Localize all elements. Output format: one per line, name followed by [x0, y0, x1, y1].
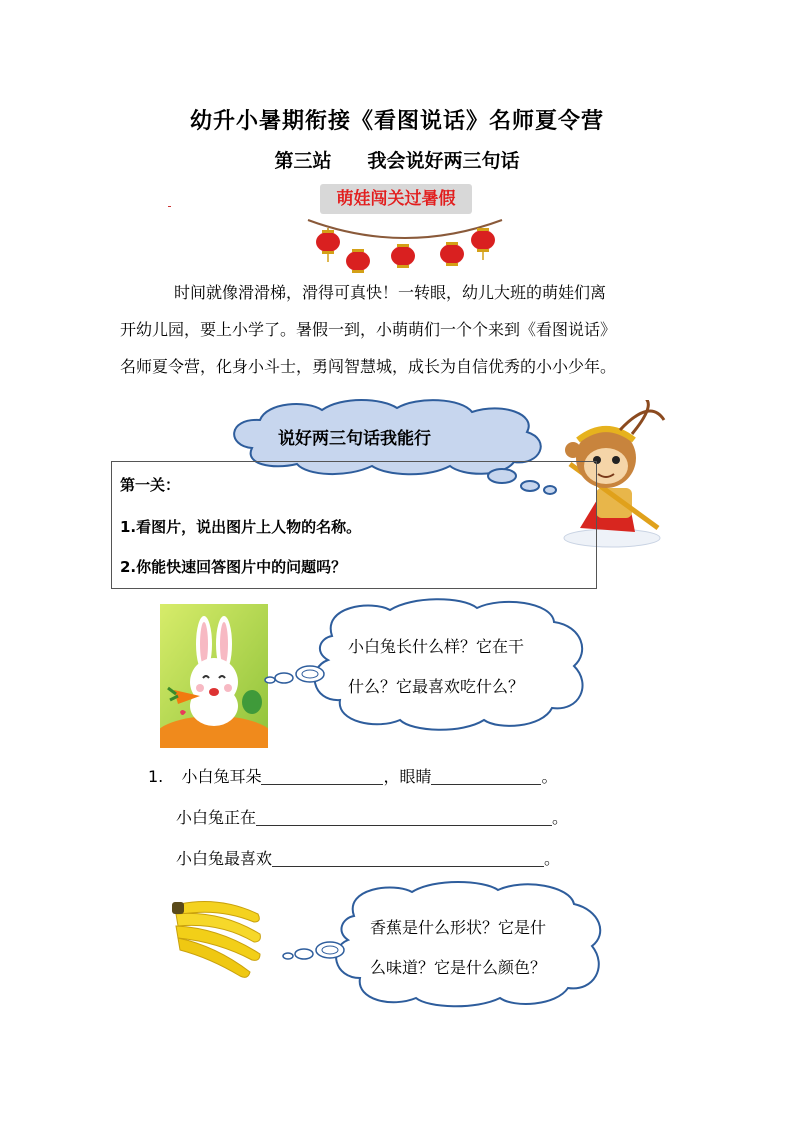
question-text: ，眼睛 [383, 767, 432, 786]
answer-blank-doing[interactable] [256, 809, 552, 826]
rabbit-illustration [160, 604, 268, 748]
question-row [176, 805, 568, 828]
bubble-line: 么味道？它是什么颜色？ [370, 958, 547, 977]
stray-mark [168, 206, 171, 207]
question-row [176, 846, 560, 869]
banana-question [370, 908, 546, 988]
question-text: 小白兔正在 [176, 808, 257, 827]
question-text: 小白兔耳朵 [181, 767, 262, 786]
answer-blank-ears[interactable] [261, 768, 383, 785]
answer-blank-eyes[interactable] [431, 768, 541, 785]
level-item: 2.你能快速回答图片中的问题吗？ [120, 558, 347, 576]
question-text: 小白兔最喜欢 [176, 849, 273, 868]
lantern-icon [316, 228, 340, 262]
intro-paragraph [120, 274, 680, 385]
banner: 萌娃闯关过暑假 [320, 184, 472, 214]
level-box [111, 461, 597, 589]
banana-illustration [170, 888, 270, 980]
lantern-icon [471, 228, 495, 260]
intro-line: 开幼儿园，要上小学了。暑假一到，小萌萌们一个个来到《看图说话》 [120, 320, 617, 339]
station-topic: 我会说好两三句话 [367, 150, 520, 172]
bubble-line: 什么？它最喜欢吃什么？ [348, 677, 525, 696]
cloud-title: 说好两三句话我能行 [278, 429, 431, 449]
intro-line: 时间就像滑滑梯，滑得可真快！一转眼，幼儿大班的萌娃们离 [174, 283, 607, 302]
page-title: 幼升小暑期衔接《看图说话》名师夏令营 [189, 109, 604, 134]
page-subtitle [0, 146, 794, 173]
level-item: 1.看图片，说出图片上人物的名称。 [120, 518, 362, 536]
lantern-string-icon [300, 216, 510, 276]
question-text: 。 [544, 849, 561, 868]
question-row [148, 764, 558, 787]
lantern-icon [346, 249, 370, 273]
bubble-line: 香蕉是什么形状？它是什 [370, 918, 547, 937]
station-label: 第三站 [274, 150, 332, 172]
answer-blank-favorite[interactable] [272, 850, 544, 867]
question-text: 。 [541, 767, 558, 786]
question-text: 。 [552, 808, 569, 827]
bubble-line: 小白兔长什么样？它在干 [348, 637, 525, 656]
intro-line: 名师夏令营，化身小斗士，勇闯智慧城，成长为自信优秀的小小少年。 [120, 357, 617, 376]
lantern-icon [391, 244, 415, 268]
lantern-icon [440, 242, 464, 266]
rabbit-question [348, 627, 524, 707]
level-heading: 第一关： [120, 476, 181, 494]
question-number: 1. [148, 767, 164, 786]
